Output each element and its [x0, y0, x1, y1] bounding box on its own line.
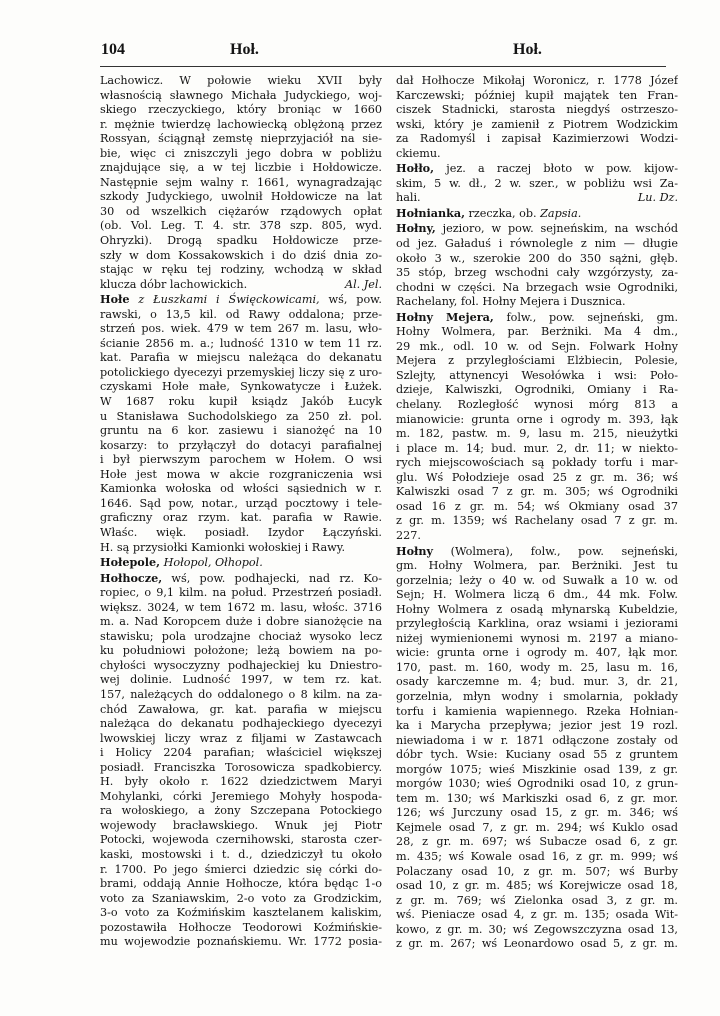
text-line: [396, 559, 678, 574]
text-line: [396, 295, 678, 310]
line-text: Hołny Wolmera, par. Berżniki. Ma 4 dm.,: [396, 325, 678, 339]
text-line: [100, 395, 382, 410]
text-line: [100, 337, 382, 352]
entry-headword: Hołe: [100, 292, 130, 307]
line-text: lwowskiej liczy wraz z filjami w Zastawcach: [100, 731, 382, 745]
italic-text: z Łuszkami i Święckowicami,: [129, 293, 320, 307]
text-line: [396, 427, 678, 442]
line-text: ciszek Stadnicki, starosta niegdyś ostrzeszo-: [396, 103, 678, 117]
text-line: [100, 308, 382, 323]
line-text: Lachowicz. W połowie wieku XVII były: [100, 74, 382, 87]
line-text: i place m. 14; bud. mur. 2, dr. 11; w niekto-: [396, 441, 678, 455]
text-line: [396, 266, 678, 281]
line-text: mianowicie: grunta orne i ogrody m. 393, łąk: [396, 412, 678, 426]
line-text: (Wolmera), folw., pow. sejneński,: [432, 544, 678, 558]
line-text: Polaczany osad 10, z gr. m. 507; wś Burby: [396, 864, 678, 878]
line-text: czyskami Hołe małe, Synkowatycze i Łużek.: [100, 380, 382, 394]
text-line: [100, 351, 382, 366]
line-text: dzieje, Kalwiszki, Ogrodniki, Omiany i Ra-: [396, 383, 678, 397]
text-line: [396, 161, 678, 177]
text-line: [396, 937, 678, 952]
text-line: [396, 574, 678, 589]
line-text: z gr. m. 267; wś Leonardowo osad 5, z gr. m.: [396, 937, 678, 951]
line-text: rzeczka, ob.: [465, 206, 541, 220]
text-line: [100, 219, 382, 234]
line-text: r. mężnie twierdzę lachowiecką oblężoną przez: [100, 117, 382, 131]
text-line: [100, 380, 382, 395]
entry-headword: Hołny: [396, 543, 433, 558]
line-text: brami, oddają Annie Hołhocze, która będąc 1-o: [100, 877, 382, 891]
text-line: [396, 340, 678, 355]
text-line: [100, 526, 382, 541]
line-text: Rossyan, ściągnął zemstę nieprzyjaciół na sie-: [100, 132, 382, 146]
text-line: [396, 777, 678, 792]
text-line: [100, 659, 382, 674]
line-text: wicie: grunta orne i ogrody m. 407, łąk mor.: [396, 646, 678, 660]
line-text: klucza dóbr lachowickich.: [100, 277, 248, 291]
text-line: [396, 529, 678, 544]
text-line: [100, 482, 382, 497]
right-column: [396, 74, 678, 952]
line-text: Ohryzki). Drogą spadku Hołdowicze prze-: [100, 234, 382, 248]
text-line: [396, 661, 678, 676]
text-line: [100, 278, 382, 293]
line-text: od jez. Gaładuś i równolegle z nim — długie: [396, 237, 678, 251]
text-line: [100, 688, 382, 703]
line-text: szły w dom Kossakowskich i do dziś dnia zo-: [100, 248, 382, 262]
line-text: 126; wś Jurczuny osad 15, z gr. m. 346; wś: [396, 806, 678, 820]
line-text: dóbr tych. Wsie: Kuciany osad 55 z gruntem: [396, 748, 678, 762]
text-line: [396, 442, 678, 457]
line-text: Karczewski; później kupił majątek ten Fran-: [396, 88, 678, 102]
line-text: morgów 1030; wieś Ogrodniki osad 10, z grun-: [396, 777, 678, 791]
line-text: chodni w części. Na brzegach wsie Ogrodniki,: [396, 280, 678, 294]
header-rule: [100, 66, 666, 67]
line-text: osad 16 z gr. m. 54; wś Okmiany osad 37: [396, 499, 678, 513]
line-text: r. 1700. Po jego śmierci dziedzic się córki do-: [100, 862, 382, 876]
text-line: [396, 456, 678, 471]
text-line: [396, 147, 678, 162]
line-text: stając w ręku tej rodziny, wchodzą w skład: [100, 263, 382, 277]
italic-text: Zapsia.: [540, 206, 582, 220]
line-text: Kejmele osad 7, z gr. m. 294; wś Kuklo osad: [396, 820, 678, 834]
text-line: [396, 398, 678, 413]
text-line: [396, 471, 678, 486]
line-text: voto za Szaniawskim, 2-o voto za Grodzickim,: [100, 891, 382, 905]
author-signature: Al. Jel.: [344, 277, 382, 291]
text-line: [100, 249, 382, 264]
line-text: z gr. m. 769; wś Zielonka osad 3, z gr. m.: [396, 893, 678, 907]
text-line: [396, 354, 678, 369]
text-line: [100, 103, 382, 118]
text-line: [396, 894, 678, 909]
line-text: 227.: [396, 528, 421, 542]
text-line: [100, 935, 382, 950]
text-line: [100, 892, 382, 907]
line-text: torfu i kamienia wapiennego. Rzeka Hołnian-: [396, 704, 678, 718]
line-text: m. 182, pastw. m. 9, lasu m. 215, nieużytki: [396, 427, 678, 441]
entry-headword: Hołhocze,: [100, 570, 163, 585]
left-column: [100, 74, 382, 950]
text-line: [100, 468, 382, 483]
text-line: [100, 541, 382, 556]
line-text: Hołny Wolmera z osadą młynarską Kubeldzie,: [396, 602, 678, 616]
line-text: morgów 1075; wieś Miszkinie osad 139, z gr.: [396, 762, 678, 776]
line-text: kowo, z gr. m. 30; wś Zegowszczyzna osad 13,: [396, 922, 678, 936]
line-text: 28, z gr. m. 697; wś Subacze osad 6, z gr.: [396, 835, 678, 849]
line-text: Sejn; H. Wolmera liczą 6 dm., 44 mk. Folw.: [396, 588, 678, 602]
text-line: [100, 190, 382, 205]
line-text: dał Hołhocze Mikołaj Woronicz, r. 1778 Józef: [396, 74, 678, 87]
text-line: [100, 571, 382, 587]
running-head-left: Hoł.: [230, 41, 259, 58]
text-line: [396, 369, 678, 384]
text-line: [100, 673, 382, 688]
line-text: Następnie sejm walny r. 1661, wynagradzając: [100, 175, 382, 189]
line-text: Właśc. więk. posiadł. Izydor Łączyński.: [100, 525, 382, 539]
line-text: Szlejty, attynencyi Wesołówka i wsi: Poło-: [396, 368, 678, 382]
text-line: [100, 263, 382, 278]
text-line: [396, 835, 678, 850]
text-line: [100, 586, 382, 601]
line-text: około 3 w., szerokie 200 do 350 sążni, głęb.: [396, 251, 678, 265]
line-text: większ. 3024, w tem 1672 m. lasu, włośc. 3716: [100, 600, 382, 614]
line-text: skiego rzeczyckiego, który broniąc w 1660: [100, 103, 382, 117]
line-text: wej dolinie. Ludność 1997, w tem rz. kat.: [100, 673, 382, 687]
line-text: 1646. Sąd pow, notar., urząd pocztowy i tele-: [100, 496, 382, 510]
line-text: rawski, o 13,5 kil. od Rawy oddalona; prze-: [100, 307, 382, 321]
line-text: ka i Marycha przepływa; jezior jest 19 rozl.: [396, 719, 678, 733]
line-text: folw., pow. sejneński, gm.: [493, 310, 678, 324]
line-text: ropiec, o 9,1 kilm. na połud. Przestrzeń posiadł.: [100, 586, 382, 600]
text-line: [396, 603, 678, 618]
text-line: [100, 601, 382, 616]
line-text: H. były około r. 1622 dziedzictwem Maryi: [100, 775, 382, 789]
author-signature: Lu. Dz.: [637, 191, 678, 205]
line-text: wś. Pieniacze osad 4, z gr. m. 135; osada Wit-: [396, 908, 678, 922]
line-text: Kamionka wołoska od włości sąsiednich w r.: [100, 482, 382, 496]
text-line: [100, 161, 382, 176]
text-line: [396, 485, 678, 500]
line-text: ckiemu.: [396, 146, 441, 160]
line-text: pozostawiła Hołhocze Teodorowi Koźmińskie-: [100, 920, 382, 934]
text-line: [396, 252, 678, 267]
page-header: [0, 40, 720, 64]
text-line: [396, 865, 678, 880]
text-line: [396, 690, 678, 705]
text-line: [396, 310, 678, 326]
entry-headword: Hołny,: [396, 221, 436, 236]
line-text: u Stanisława Suchodolskiego za 250 zł. pol.: [100, 409, 382, 423]
line-text: Mohylanki, córki Jeremiego Mohyły hospoda-: [100, 789, 382, 803]
line-text: przyległością Karklina, oraz wsiami i jeziorami: [396, 617, 678, 631]
text-line: [396, 719, 678, 734]
text-line: [396, 806, 678, 821]
text-line: [396, 646, 678, 661]
italic-text: Hołopol, Ołhopol.: [160, 556, 263, 570]
text-line: [100, 410, 382, 425]
line-text: 170, past. m. 160, wody m. 25, lasu m. 16,: [396, 660, 678, 674]
text-line: [100, 863, 382, 878]
text-line: [100, 89, 382, 104]
text-line: [100, 819, 382, 834]
text-line: [396, 74, 678, 89]
line-text: wski, który je zamienił z Piotrem Wodzickim: [396, 117, 678, 131]
line-text: wś, pow.: [319, 293, 382, 307]
line-text: gorzelnia, młyn wodny i smolarnia, pokłady: [396, 689, 678, 703]
line-text: chyłości wysoczyzny podhajeckiej ku Dniestro-: [100, 658, 382, 672]
text-line: [396, 281, 678, 296]
text-line: [396, 500, 678, 515]
text-line: [100, 132, 382, 147]
line-text: kaski, mostowski i t. d., dziedziczył tu około: [100, 847, 382, 861]
line-text: 30 od wszelkich ciężarów rządowych opłat: [100, 204, 382, 218]
line-text: kosarzy: to przyłączył do dotacyi parafialnej: [100, 438, 382, 452]
line-text: mu wojewodzie poznańskiemu. Wr. 1772 posia-: [100, 935, 382, 949]
line-text: wś, pow. podhajecki, nad rz. Ko-: [162, 571, 382, 585]
line-text: niżej wymienionemi wynosi m. 2197 a miano-: [396, 631, 678, 645]
line-text: 35 stóp, brzeg wschodni cały wzgórzysty, za-: [396, 266, 678, 280]
text-line: [100, 497, 382, 512]
text-line: [396, 748, 678, 763]
entry-headword: Hołny Mejera,: [396, 309, 494, 324]
line-text: własnością sławnego Michała Judyckiego, woj-: [100, 88, 382, 102]
line-text: rych miejscowościach są pokłady torfu i mar-: [396, 456, 678, 470]
line-text: strzeń pos. wiek. 479 w tem 267 m. lasu, wło-: [100, 322, 382, 336]
running-head-right: Hoł.: [513, 41, 542, 58]
text-line: [100, 804, 382, 819]
text-line: [396, 908, 678, 923]
text-line: [100, 833, 382, 848]
line-text: bie, więc ci zniszczyli jego dobra w pobliżu: [100, 146, 382, 160]
line-text: znajdujące się, a w tej liczbie i Hołdowicze.: [100, 161, 382, 175]
line-text: z gr. m. 1359; wś Rachelany osad 7 z gr. m.: [396, 514, 678, 528]
text-line: [100, 746, 382, 761]
text-line: [396, 632, 678, 647]
text-line: [396, 383, 678, 398]
text-line: [396, 588, 678, 603]
text-line: [396, 879, 678, 894]
line-text: Potocki, wojewoda czernihowski, starosta czer-: [100, 833, 382, 847]
text-line: [396, 237, 678, 252]
text-line: [100, 511, 382, 526]
entry-headword: Hołło,: [396, 161, 434, 176]
line-text: tem m. 130; wś Markiszki osad 6, z gr. mor.: [396, 791, 678, 805]
line-text: Mejera z przyległościami Elżbiecin, Polesie,: [396, 354, 678, 368]
line-text: kat. Parafia w miejscu należąca do dekanatu: [100, 351, 382, 365]
text-line: [100, 176, 382, 191]
text-line: [100, 234, 382, 249]
line-text: Hołe jest mowa w akcie rozgraniczenia wsi: [100, 467, 382, 481]
line-text: chelany. Rozległość wynosi mórg 813 a: [396, 398, 678, 412]
line-text: Rachelany, fol. Hołny Mejera i Dusznica.: [396, 295, 626, 309]
text-line: [396, 413, 678, 428]
text-line: [396, 705, 678, 720]
text-line: [396, 118, 678, 133]
line-text: 29 mk., odl. 10 w. od Sejn. Folwark Hołny: [396, 339, 678, 353]
text-line: [100, 439, 382, 454]
line-text: stawisku; pola urodzajne chociaż wysoko lecz: [100, 629, 382, 643]
line-text: 157, należących do oddalonego o 8 kilm. na za-: [100, 687, 382, 701]
text-line: [100, 644, 382, 659]
line-text: jez. a raczej błoto w pow. kijow-: [434, 162, 678, 176]
line-text: graficzny oraz rzym. kat. parafia w Rawie.: [100, 511, 382, 525]
line-text: wojewody bracławskiego. Wnuk jej Piotr: [100, 818, 382, 832]
entry-headword: Hołnianka,: [396, 205, 465, 220]
line-text: H. są przysiołki Kamionki wołoskiej i Rawy.: [100, 540, 346, 554]
text-line: [100, 74, 382, 89]
text-line: [396, 132, 678, 147]
text-line: [396, 923, 678, 938]
text-line: [396, 221, 678, 237]
text-line: [100, 906, 382, 921]
text-line: [100, 848, 382, 863]
line-text: m. a. Nad Koropcem duże i dobre sianożęcie na: [100, 615, 382, 629]
text-line: [396, 191, 678, 206]
text-line: [100, 147, 382, 162]
line-text: hali.: [396, 191, 421, 205]
text-line: [396, 544, 678, 560]
text-line: [100, 703, 382, 718]
text-line: [396, 763, 678, 778]
text-line: [396, 792, 678, 807]
text-line: [396, 734, 678, 749]
line-text: za Radomyśl i zapisał Kazimierzowi Wodzi-: [396, 132, 678, 146]
line-text: (ob. Vol. Leg. T. 4. str. 378 szp. 805, wyd.: [100, 219, 382, 233]
line-text: gorzelnia; leży o 40 w. od Suwałk a 10 w. od: [396, 573, 678, 587]
text-line: [396, 850, 678, 865]
line-text: ścianie 2856 m. a.; ludność 1310 w tem 11 rz.: [100, 336, 382, 350]
line-text: potolickiego dyecezyi przemyskiej liczy się z uro-: [100, 365, 382, 379]
page-number: 104: [101, 41, 125, 58]
text-line: [396, 89, 678, 104]
line-text: i Holicy 2204 parafian; właściciel większej: [100, 746, 382, 760]
line-text: m. 435; wś Kowale osad 16, z gr. m. 999; wś: [396, 849, 678, 863]
text-line: [100, 775, 382, 790]
text-line: [396, 617, 678, 632]
text-line: [100, 555, 382, 571]
line-text: ra wołoskiego, a żony Szczepana Potockiego: [100, 804, 382, 818]
line-text: osad 10, z gr. m. 485; wś Korejwicze osad 18,: [396, 879, 678, 893]
text-line: [100, 790, 382, 805]
line-text: jezioro, w pow. sejneńskim, na wschód: [435, 222, 678, 236]
text-line: [100, 761, 382, 776]
line-text: gm. Hołny Wolmera, par. Berżniki. Jest tu: [396, 559, 678, 573]
text-line: [100, 366, 382, 381]
text-line: [100, 322, 382, 337]
text-line: [396, 177, 678, 192]
text-line: [100, 717, 382, 732]
line-text: osady karczemne m. 4; bud. mur. 3, dr. 21,: [396, 675, 678, 689]
text-line: [396, 675, 678, 690]
line-text: i był pierwszym parochem w Hołem. O wsi: [100, 453, 382, 467]
text-line: [100, 118, 382, 133]
text-line: [100, 453, 382, 468]
text-line: [396, 206, 678, 222]
line-text: glu. Wś Połodzieje osad 25 z gr. m. 36; wś: [396, 470, 678, 484]
text-line: [100, 630, 382, 645]
line-text: niewiadoma i w r. 1871 odłączone zostały od: [396, 733, 678, 747]
line-text: gruntu na 6 kor. zasiewu i sianożęć na 10: [100, 424, 382, 438]
line-text: skim, 5 w. dł., 2 w. szer., w pobliżu wsi Za-: [396, 176, 678, 190]
text-line: [100, 877, 382, 892]
text-line: [396, 103, 678, 118]
text-line: [100, 615, 382, 630]
line-text: posiadł. Franciszka Torosowicza spadkobiercy.: [100, 760, 382, 774]
text-line: [100, 292, 382, 308]
text-line: [396, 821, 678, 836]
line-text: Kalwiszki osad 7 z gr. m. 305; wś Ogrodniki: [396, 485, 678, 499]
text-line: [100, 732, 382, 747]
text-line: [396, 514, 678, 529]
line-text: chód Zawałowa, gr. kat. parafia w miejscu: [100, 702, 382, 716]
text-line: [100, 921, 382, 936]
text-line: [396, 325, 678, 340]
line-text: W 1687 roku kupił ksiądz Jakób Łucyk: [100, 395, 382, 409]
text-line: [100, 205, 382, 220]
line-text: należąca do dekanatu podhajeckiego dyecezyi: [100, 717, 382, 731]
line-text: szkody Judyckiego, uwolnił Hołdowicze na lat: [100, 190, 382, 204]
line-text: ku południowi położone; leżą bowiem na po-: [100, 644, 382, 658]
entry-headword: Hołepole,: [100, 555, 161, 570]
text-line: [100, 424, 382, 439]
line-text: 3-o voto za Koźmińskim kasztelanem kaliskim,: [100, 906, 382, 920]
